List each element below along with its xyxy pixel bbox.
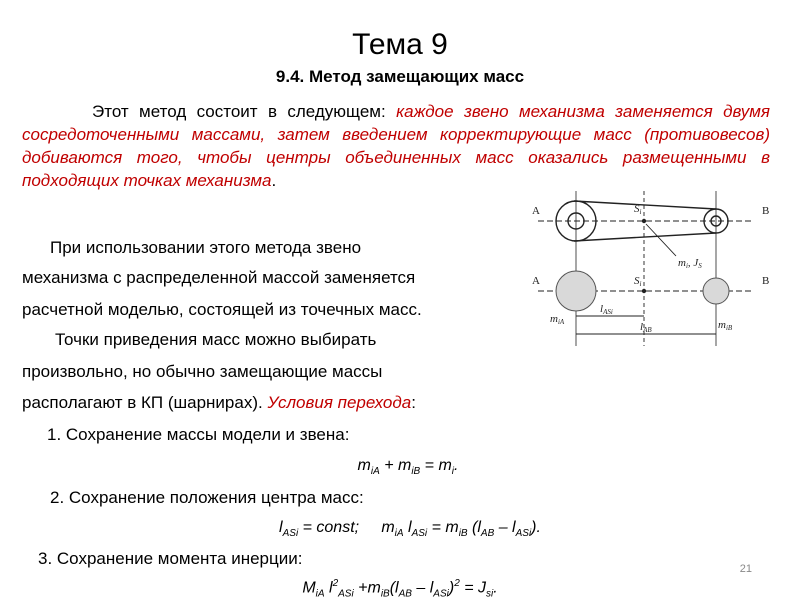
label-b-top: B [762, 205, 770, 217]
intro-normal: Этот метод состоит в следующем: [92, 102, 397, 121]
label-mia: miA [550, 313, 565, 326]
para3-line1: Точки приведения масс можно выбирать [55, 330, 377, 349]
formula-mass: $m_{iA} + m_{iB} = m_i$. [357, 457, 459, 478]
conditions-highlight: Условия перехода [267, 393, 412, 412]
slide-title: Тема 9 [352, 28, 448, 61]
condition-1: 1. Сохранение массы модели и звена: [47, 425, 350, 444]
para2-line2: механизма с распределенной массой заменяется [22, 268, 416, 287]
label-mass-inertia: mi, JS [678, 257, 702, 270]
para3-line2: произвольно, но обычно замещающие массы [22, 362, 383, 381]
label-lab: lAB [640, 321, 652, 334]
para2-line1: При использовании этого метода звено [50, 238, 362, 257]
replacement-masses-diagram [528, 176, 783, 361]
label-b-bottom: B [762, 275, 770, 287]
intro-highlight: каждое звено механизма заменяется двумя сосредоточенными массами, затем введением корректирующие масс (противовесов) добиваются того, чтобы центры объединенных масс оказались размещенными в подходящих точках механизма [22, 102, 771, 190]
intro-end: . [271, 171, 277, 190]
label-si-top: Si [634, 203, 642, 216]
center-of-mass-dot [642, 219, 646, 223]
mass-b-circle [703, 278, 729, 304]
para3-line3: располагают в КП (шарнирах). Условия перехода: [22, 393, 416, 412]
formula-inertia: $M_{iA}$ $l^2_{ASi} +m_{iB}(l_{AB} - l_{ASi})^2 = J_{si}$. [302, 578, 498, 600]
condition-2: 2. Сохранение положения центра масс: [50, 488, 364, 507]
mass-a-circle [556, 271, 596, 311]
label-si-bottom: Si [634, 275, 642, 288]
page-number: 21 [739, 563, 752, 575]
formula-center: $l_{ASi}$ = const; $m_{iA}$ $l_{ASi} = m_{iB}$ $(l_{AB} - l_{ASi})$. [279, 519, 541, 540]
label-a-bottom: A [532, 275, 540, 287]
para2-line3: расчетной моделью, состоящей из точечных масс. [22, 300, 422, 319]
section-title: 9.4. Метод замещающих масс [275, 67, 525, 86]
label-mib: miB [718, 319, 733, 332]
condition-3: 3. Сохранение момента инерции: [38, 549, 303, 568]
label-a-top: A [532, 205, 540, 217]
label-lasi: lASi [600, 303, 613, 316]
